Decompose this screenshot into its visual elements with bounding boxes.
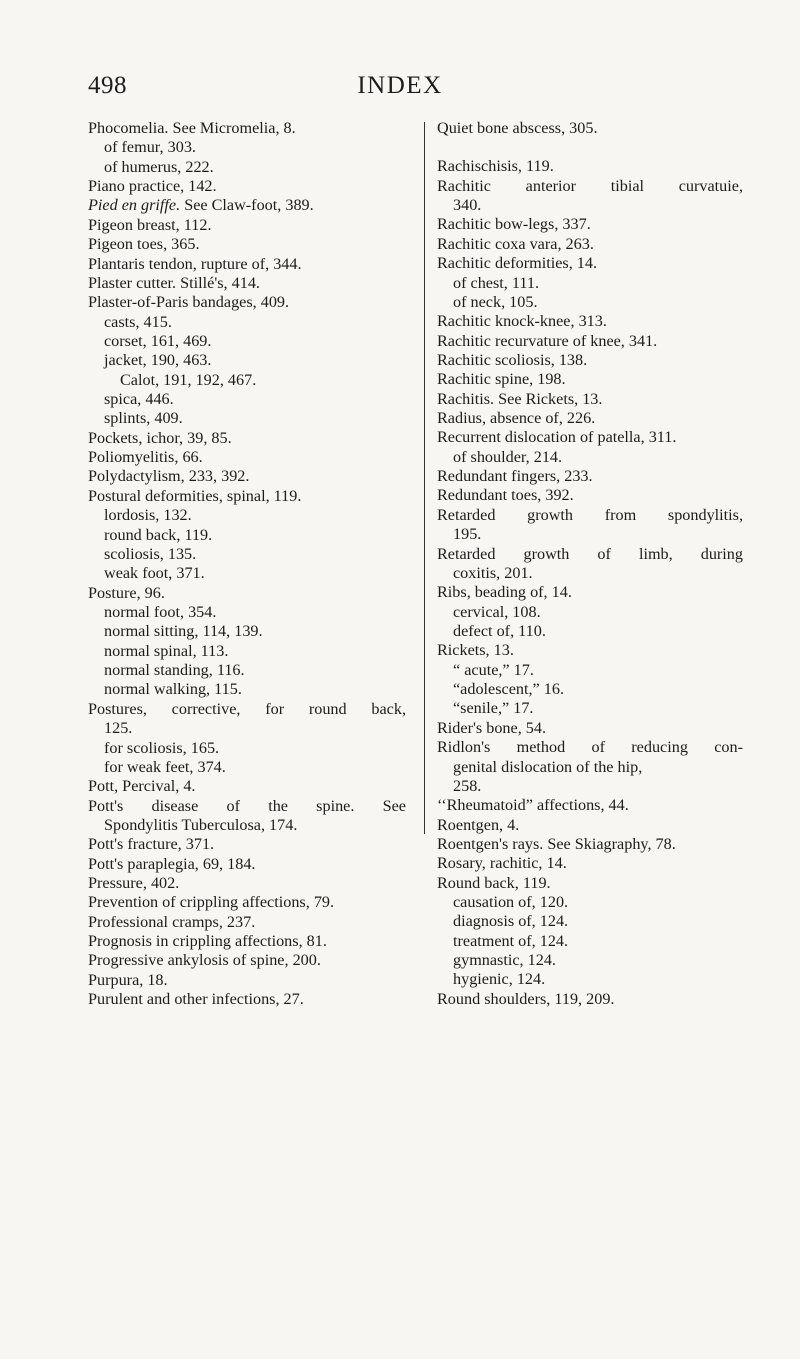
index-entry: Rachitic scoliosis, 138.: [437, 350, 588, 369]
index-subentry: Spondylitis Tuberculosa, 174.: [104, 815, 298, 834]
index-entry: Postural deformities, spinal, 119.: [88, 486, 302, 505]
index-entry: Purpura, 18.: [88, 970, 168, 989]
index-entry: Purulent and other infections, 27.: [88, 990, 304, 1009]
index-entry: Rachitic knock-knee, 313.: [437, 312, 607, 331]
index-subentry: 195.: [453, 525, 482, 544]
index-entry: Quiet bone abscess, 305.: [437, 119, 598, 137]
index-subentry: Calot, 191, 192, 467.: [120, 370, 257, 389]
index-entry: Pott's disease of the spine. See: [88, 796, 406, 815]
running-title: INDEX: [357, 72, 443, 99]
italic-term: Pied en griffe.: [88, 196, 181, 215]
index-entry: Rachitic recurvature of knee, 341.: [437, 331, 658, 350]
index-entry: Rider's bone, 54.: [437, 718, 547, 737]
index-subentry: 125.: [104, 719, 133, 738]
index-entry: Pockets, ichor, 39, 85.: [88, 428, 232, 447]
index-entry: Round back, 119.: [437, 873, 551, 892]
index-entry: ‘‘Rheumatoid” affections, 44.: [437, 796, 629, 815]
index-subentry: hygienic, 124.: [453, 970, 546, 989]
index-entry: Rachitic bow-legs, 337.: [437, 215, 591, 234]
index-subentry: of shoulder, 214.: [453, 447, 563, 466]
page-header: [0, 72, 800, 106]
column-divider: [424, 122, 425, 834]
index-entry: Rosary, rachitic, 14.: [437, 854, 567, 873]
index-entry: Rachitic deformities, 14.: [437, 254, 598, 273]
index-entry: Ribs, beading of, 14.: [437, 583, 572, 602]
index-subentry: “adolescent,” 16.: [453, 680, 565, 699]
index-column-right: [437, 119, 743, 1009]
section-gap: [437, 138, 743, 157]
index-entry: Pressure, 402.: [88, 874, 180, 893]
index-entry: Retarded growth from spondylitis,: [437, 505, 743, 524]
index-subentry: casts, 415.: [104, 312, 172, 331]
index-entry: Progressive ankylosis of spine, 200.: [88, 951, 321, 970]
index-subentry: cervical, 108.: [453, 602, 541, 621]
index-entry: Redundant toes, 392.: [437, 486, 574, 505]
index-entry: Posture, 96.: [88, 583, 165, 602]
index-subentry: jacket, 190, 463.: [104, 351, 212, 370]
index-entry: Prognosis in crippling affections, 81.: [88, 932, 327, 951]
index-entry: Rachischisis, 119.: [437, 157, 554, 176]
index-subentry: round back, 119.: [104, 525, 213, 544]
index-subentry: genital dislocation of the hip,: [453, 757, 643, 776]
index-column-left: [88, 119, 406, 1010]
index-entry: Rickets, 13.: [437, 641, 514, 660]
index-subentry: causation of, 120.: [453, 893, 569, 912]
index-entry: Plaster-of-Paris bandages, 409.: [88, 293, 290, 312]
index-subentry: coxitis, 201.: [453, 563, 533, 582]
index-entry: Rachitic coxa vara, 263.: [437, 234, 594, 253]
index-entry: Plaster cutter. Stillé's, 414.: [88, 273, 260, 292]
index-entry: Professional cramps, 237.: [88, 912, 256, 931]
index-entry: Retarded growth of limb, during: [437, 544, 743, 563]
index-entry: Pigeon toes, 365.: [88, 235, 200, 254]
index-subentry: diagnosis of, 124.: [453, 912, 569, 931]
index-entry: Recurrent dislocation of patella, 311.: [437, 428, 677, 447]
index-entry: Round shoulders, 119, 209.: [437, 989, 615, 1008]
index-subentry: of chest, 111.: [453, 273, 540, 292]
index-entry: Roentgen, 4.: [437, 815, 520, 834]
index-subentry: normal foot, 354.: [104, 602, 217, 621]
index-subentry: normal walking, 115.: [104, 680, 242, 699]
index-subentry: 340.: [453, 196, 482, 215]
index-entry: Redundant fingers, 233.: [437, 467, 593, 486]
index-subentry: “ acute,” 17.: [453, 660, 534, 679]
index-entry: Polydactylism, 233, 392.: [88, 467, 250, 486]
index-subentry: of neck, 105.: [453, 292, 538, 311]
index-entry: Poliomyelitis, 66.: [88, 448, 203, 467]
index-entry: Rachitis. See Rickets, 13.: [437, 389, 603, 408]
index-subentry: normal spinal, 113.: [104, 641, 229, 660]
index-subentry: of humerus, 222.: [104, 157, 214, 176]
index-entry: Phocomelia. See Micromelia, 8.: [88, 119, 296, 137]
index-entry: Pigeon breast, 112.: [88, 215, 212, 234]
index-entry: Plantaris tendon, rupture of, 344.: [88, 254, 302, 273]
index-subentry: for scoliosis, 165.: [104, 738, 220, 757]
index-entry: Pott's fracture, 371.: [88, 835, 215, 854]
index-subentry: splints, 409.: [104, 409, 183, 428]
index-subentry: of femur, 303.: [104, 138, 196, 157]
index-subentry: defect of, 110.: [453, 621, 546, 640]
index-subentry: treatment of, 124.: [453, 931, 569, 950]
index-entry: Prevention of crippling affections, 79.: [88, 893, 335, 912]
index-subentry: 258.: [453, 776, 482, 795]
index-entry: Rachitic spine, 198.: [437, 370, 566, 389]
index-entry: Rachitic anterior tibial curvatuie,: [437, 176, 743, 195]
index-subentry: corset, 161, 469.: [104, 331, 212, 350]
index-entry: Postures, corrective, for round back,: [88, 699, 406, 718]
index-subentry: gymnastic, 124.: [453, 951, 556, 970]
index-subentry: “senile,” 17.: [453, 699, 534, 718]
page-number: 498: [88, 72, 127, 99]
index-subentry: normal standing, 116.: [104, 661, 245, 680]
index-entry: Pott, Percival, 4.: [88, 777, 196, 796]
index-subentry: for weak feet, 374.: [104, 757, 226, 776]
index-entry: Pott's paraplegia, 69, 184.: [88, 854, 256, 873]
index-entry: Pied en griffe. See Claw-foot, 389.: [88, 196, 314, 215]
index-subentry: spica, 446.: [104, 390, 174, 409]
index-entry: Piano practice, 142.: [88, 177, 217, 196]
index-entry: Ridlon's method of reducing con-: [437, 738, 743, 757]
index-subentry: lordosis, 132.: [104, 506, 192, 525]
index-subentry: scoliosis, 135.: [104, 544, 197, 563]
index-entry: Roentgen's rays. See Skiagraphy, 78.: [437, 834, 676, 853]
index-subentry: normal sitting, 114, 139.: [104, 622, 263, 641]
index-subentry: weak foot, 371.: [104, 564, 205, 583]
index-entry: Radius, absence of, 226.: [437, 409, 596, 428]
